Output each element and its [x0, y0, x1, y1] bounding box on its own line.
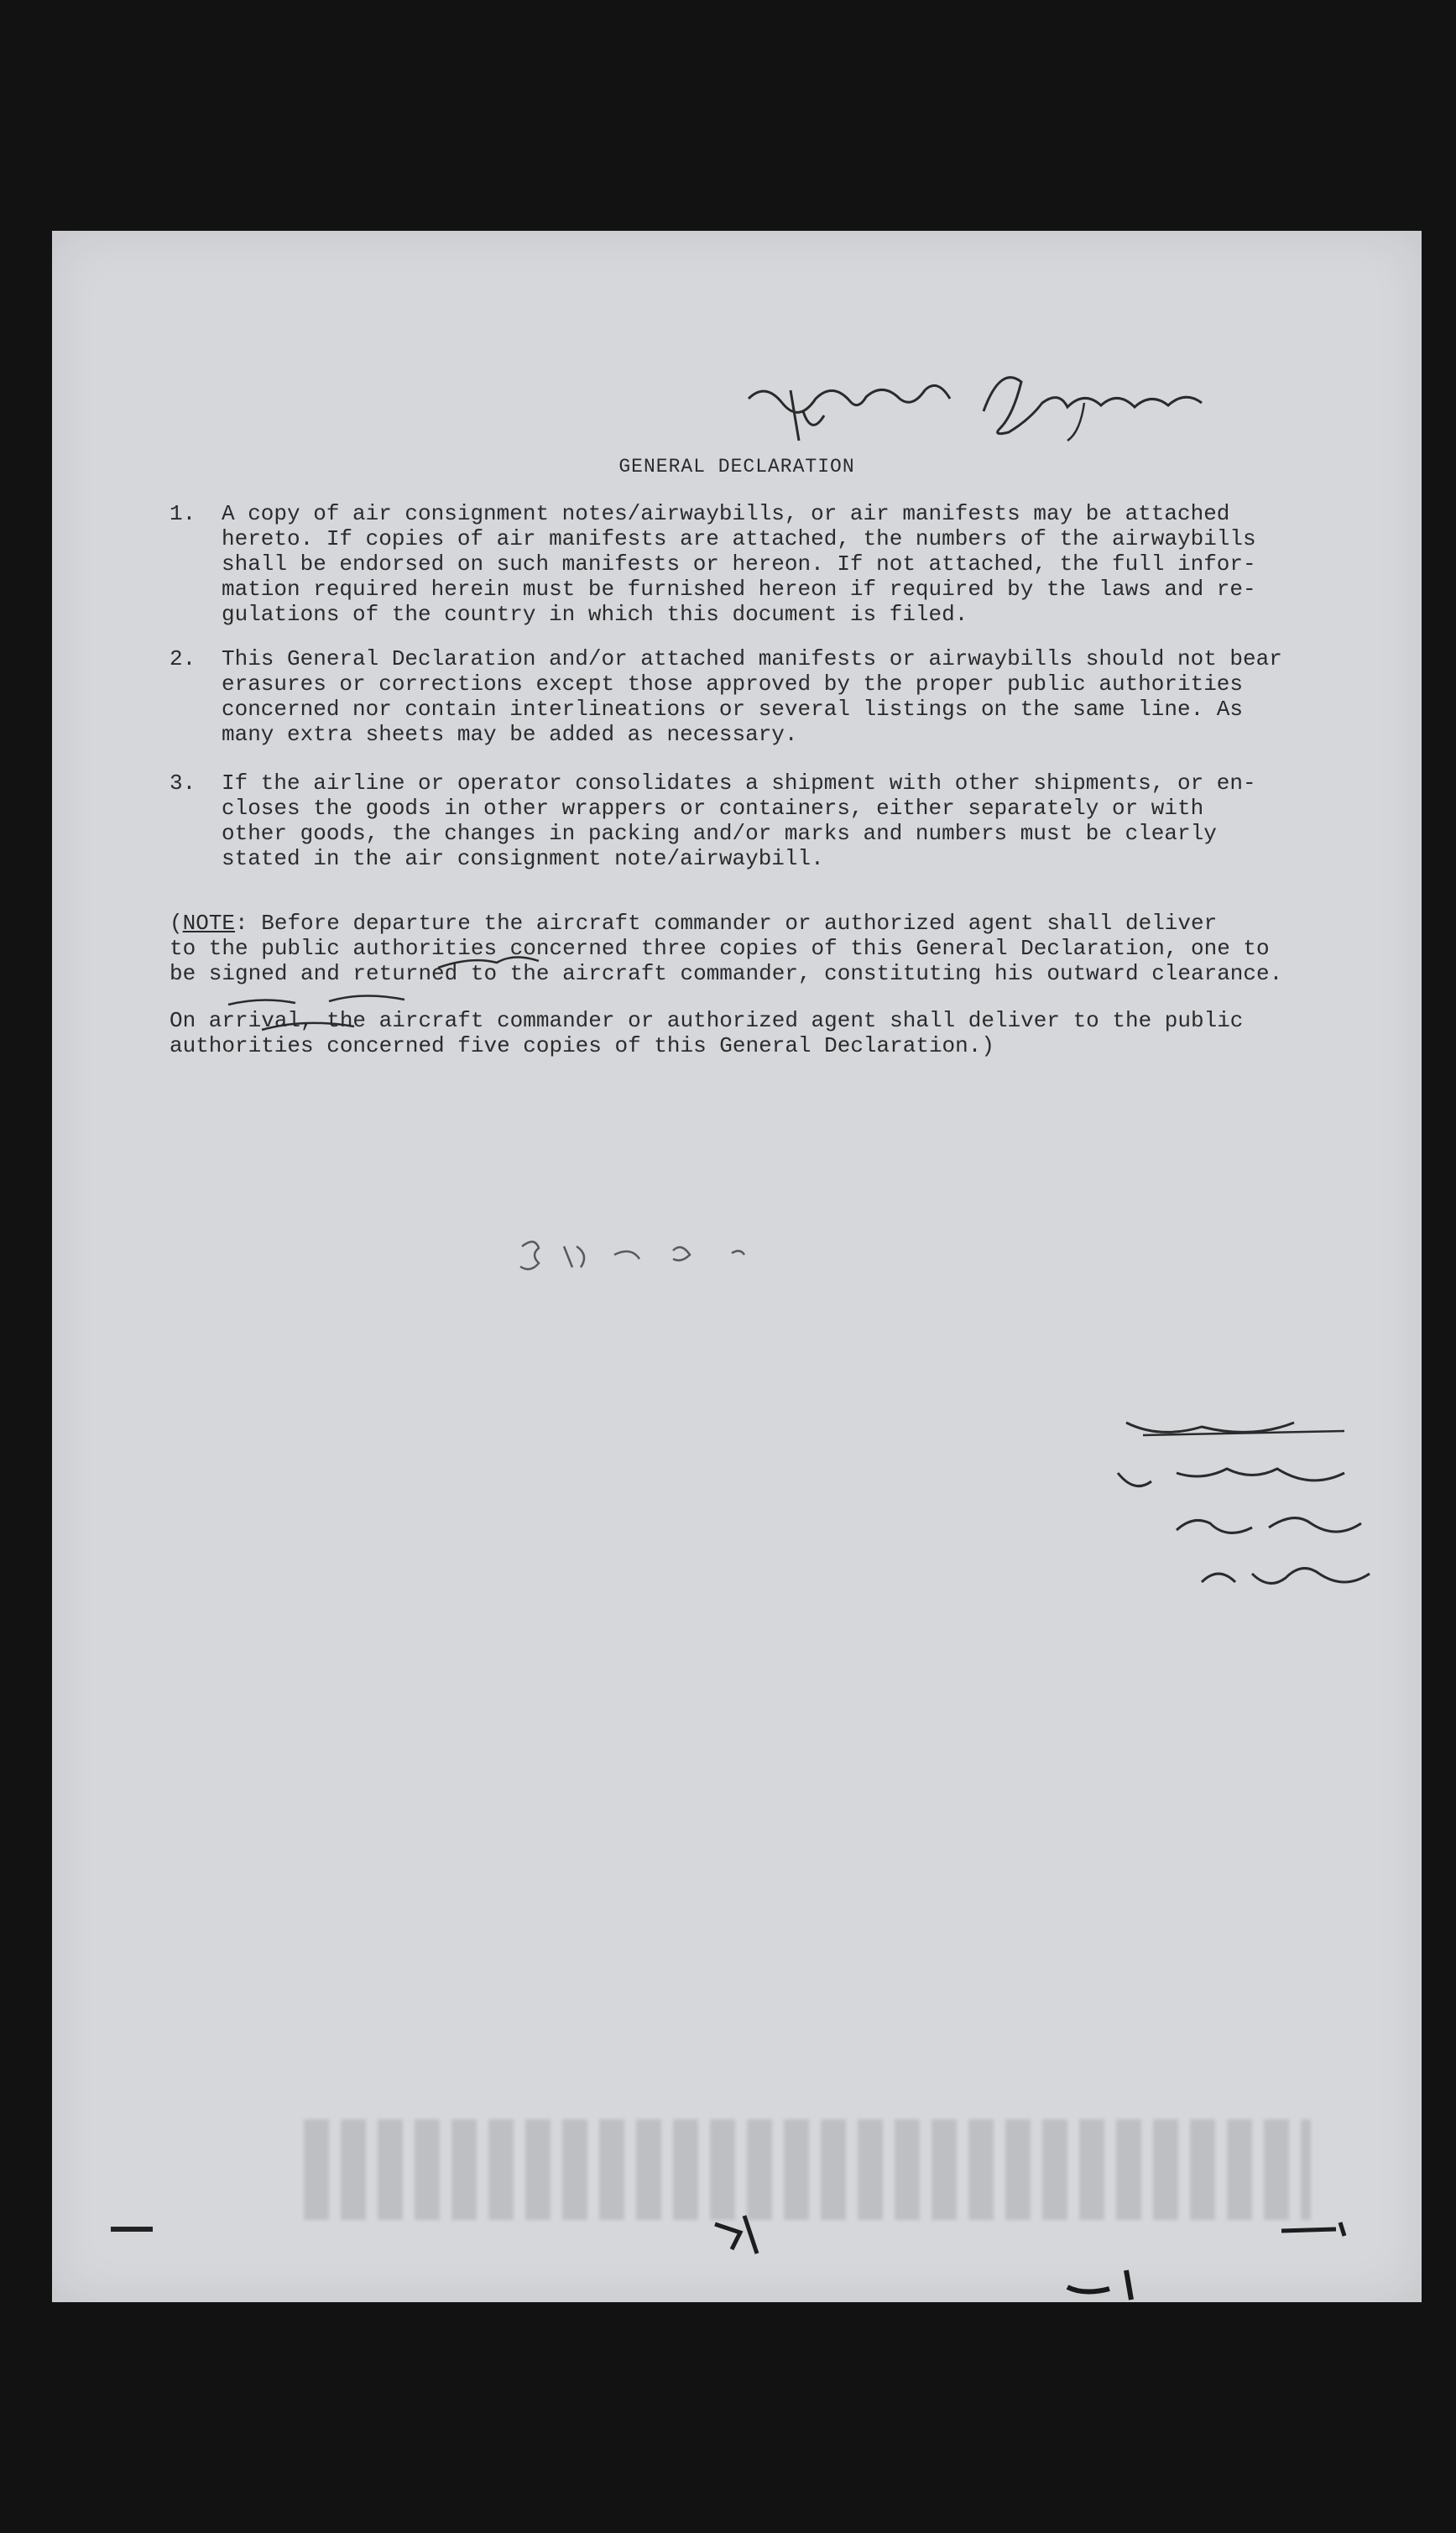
document-title: GENERAL DECLARATION — [618, 456, 855, 478]
edge-mark-left — [111, 2227, 153, 2232]
edge-mark-right — [1277, 2216, 1353, 2241]
item-number: 3. — [170, 770, 196, 796]
edge-mark-bottom — [1059, 2262, 1160, 2304]
edge-mark-center — [707, 2207, 782, 2258]
declaration-item-2 — [170, 646, 1344, 747]
note-text-1: : Before departure the aircraft commander or authorized agent shall deliver to the public authorities concerned three copies of this General Declaration, one to be signed and returned to the aircraft commander, constituting his outward clearance. — [170, 911, 1283, 986]
handwritten-notes-right — [1042, 1389, 1395, 1607]
item-text: This General Declaration and/or attached manifests or airwaybills should not bear erasures or corrections except those approved by the proper public authorities concerned nor contain interlineations or several listings on the same line. As many extra sheets may be added as necessary. — [222, 646, 1282, 747]
handwritten-annotation-note — [195, 944, 614, 1045]
document-page — [52, 231, 1422, 2302]
note-lead: NOTE — [182, 911, 236, 936]
bleed-through-marks — [304, 2119, 1311, 2220]
declaration-item-3 — [170, 770, 1344, 871]
item-number: 1. — [170, 501, 196, 526]
item-text: If the airline or operator consolidates a shipment with other shipments, or en- closes the goods in other wrappers or containers, either separately or with other goods, the changes in packing and/or marks and numbers must be clearly stated in the air consignment note/airwaybill. — [222, 770, 1256, 871]
declaration-item-1 — [170, 501, 1344, 627]
item-text: A copy of air consignment notes/airwaybills, or air manifests may be attached hereto. If copies of air manifests are attached, the numbers of the airwaybills shall be endorsed on such manifests or hereon. If not attached, the full infor- mation required herein must be furnished hereon if required by the laws and re- gulations of the country in which this document is filed. — [222, 501, 1256, 627]
handwritten-signature-top — [732, 332, 1286, 449]
note-paragraph-2: On arrival, the aircraft commander or authorized agent shall deliver to the public authorities concerned five copies of this General Declaration.) — [170, 1008, 1244, 1058]
handwritten-mark-center — [514, 1230, 782, 1280]
note-open-paren: ( — [170, 911, 183, 936]
item-number: 2. — [170, 646, 196, 671]
